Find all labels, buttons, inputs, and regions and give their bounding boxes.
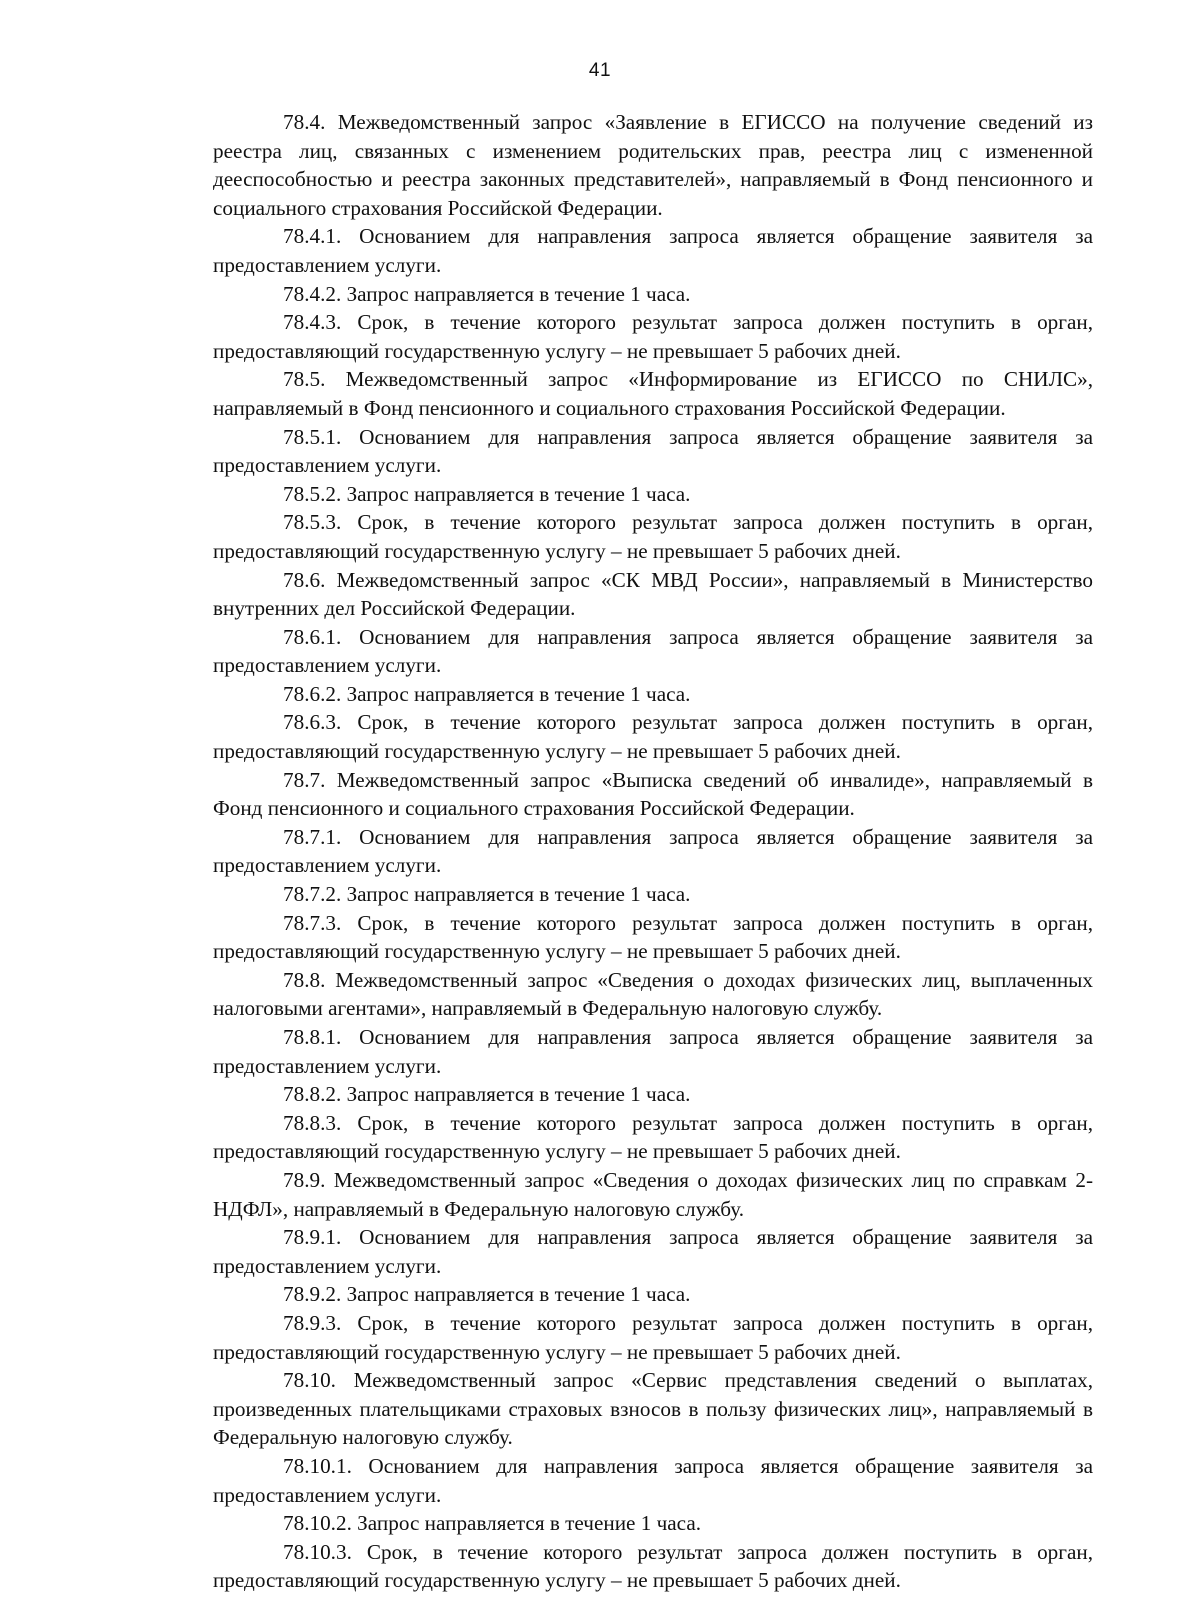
paragraph-78-4-3: 78.4.3. Срок, в течение которого результат запроса должен поступить в орган, предоставляющий государственную услугу – не превышает 5 рабочих дней.: [213, 310, 1093, 363]
document-body: [213, 108, 1093, 1595]
paragraph-78-7-2: 78.7.2. Запрос направляется в течение 1 часа.: [283, 882, 691, 907]
paragraph-78-4-2: 78.4.2. Запрос направляется в течение 1 часа.: [283, 281, 691, 306]
paragraph-78-8-2: 78.8.2. Запрос направляется в течение 1 часа.: [283, 1082, 691, 1107]
paragraph-78-10-2: 78.10.2. Запрос направляется в течение 1 часа.: [283, 1511, 702, 1536]
paragraph-78-6-2: 78.6.2. Запрос направляется в течение 1 часа.: [283, 681, 691, 706]
paragraph-78-6: 78.6. Межведомственный запрос «СК МВД России», направляемый в Министерство внутренних дел Российской Федерации.: [213, 567, 1093, 621]
paragraph-78-7: 78.7. Межведомственный запрос «Выписка сведений об инвалиде», направляемый в Фонд пенсионного и социального страхования Российской Федерации.: [213, 767, 1093, 821]
paragraph-78-5-1: 78.5.1. Основанием для направления запроса является обращение заявителя за предоставлением услуги.: [213, 424, 1093, 478]
paragraph-78-6-1: 78.6.1. Основанием для направления запроса является обращение заявителя за предоставлением услуги.: [213, 624, 1093, 678]
paragraph-78-8-3: 78.8.3. Срок, в течение которого результат запроса должен поступить в орган, предоставляющий государственную услугу – не превышает 5 рабочих дней.: [213, 1110, 1093, 1164]
paragraph-78-7-3: 78.7.3. Срок, в течение которого результат запроса должен поступить в орган, предоставляющий государственную услугу – не превышает 5 рабочих дней.: [213, 910, 1093, 964]
page-number: 41: [588, 60, 612, 81]
paragraph-78-9-1: 78.9.1. Основанием для направления запроса является обращение заявителя за предоставлением услуги.: [213, 1225, 1093, 1278]
paragraph-78-10-3: 78.10.3. Срок, в течение которого результат запроса должен поступить в орган, предоставляющий государственную услугу – не превышает 5 рабочих дней.: [213, 1539, 1093, 1593]
paragraph-78-10-1: 78.10.1. Основанием для направления запроса является обращение заявителя за предоставлением услуги.: [213, 1453, 1093, 1507]
paragraph-78-5-2: 78.5.2. Запрос направляется в течение 1 часа.: [283, 481, 691, 506]
paragraph-78-6-3: 78.6.3. Срок, в течение которого результат запроса должен поступить в орган, предоставляющий государственную услугу – не превышает 5 рабочих дней.: [213, 710, 1093, 764]
paragraph-78-5: 78.5. Межведомственный запрос «Информирование из ЕГИССО по СНИЛС», направляемый в Фонд пенсионного и социального страхования Российской Федерации.: [213, 367, 1093, 420]
paragraph-78-5-3: 78.5.3. Срок, в течение которого результат запроса должен поступить в орган, предоставляющий государственную услугу – не превышает 5 рабочих дней.: [213, 510, 1093, 563]
paragraph-78-9-2: 78.9.2. Запрос направляется в течение 1 часа.: [283, 1282, 691, 1307]
paragraph-78-9-3: 78.9.3. Срок, в течение которого результат запроса должен поступить в орган, предоставляющий государственную услугу – не превышает 5 рабочих дней.: [213, 1310, 1093, 1364]
paragraph-78-10: 78.10. Межведомственный запрос «Сервис представления сведений о выплатах, произведенных плательщиками страховых взносов в пользу физических лиц», направляемый в Федеральную налоговую службу.: [213, 1368, 1093, 1450]
paragraph-78-8: 78.8. Межведомственный запрос «Сведения о доходах физических лиц, выплаченных налоговыми агентами», направляемый в Федеральную налоговую службу.: [213, 967, 1093, 1021]
paragraph-78-4: 78.4. Межведомственный запрос «Заявление в ЕГИССО на получение сведений из реестра лиц, связанных с изменением родительских прав, реестра лиц с измененной дееспособностью и реестра законных представителей», направляемый в Фонд пенсионного и социального страхования Российской Федерации.: [213, 110, 1093, 220]
paragraph-78-9: 78.9. Межведомственный запрос «Сведения о доходах физических лиц по справкам 2-НДФЛ», направляемый в Федеральную налоговую службу.: [213, 1167, 1093, 1221]
paragraph-78-4-1: 78.4.1. Основанием для направления запроса является обращение заявителя за предоставлением услуги.: [213, 224, 1093, 277]
paragraph-78-7-1: 78.7.1. Основанием для направления запроса является обращение заявителя за предоставлением услуги.: [213, 824, 1093, 878]
paragraph-78-8-1: 78.8.1. Основанием для направления запроса является обращение заявителя за предоставлением услуги.: [213, 1025, 1093, 1078]
